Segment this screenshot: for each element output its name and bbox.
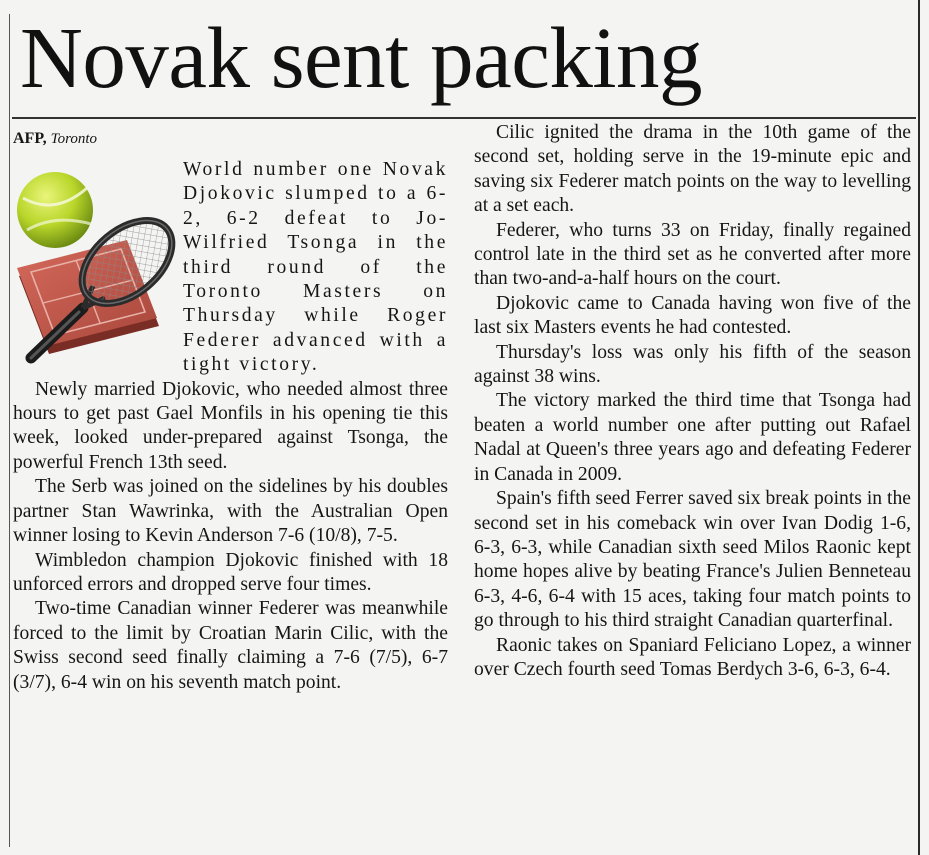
column-frame-left xyxy=(9,14,10,847)
paragraph-right-1: Cilic ignited the drama in the 10th game of the second set, holding serve in the 19-minute epic and saving six Federer match points on the way to levelling at a set each. xyxy=(474,122,911,217)
paragraph-left-5: Two-time Canadian winner Federer was meanwhile forced to the limit by Croatian Marin Cilic, with the Swiss second seed finally claiming a 7-6 (7/5), 6-7 (3/7), 6-4 win on his seventh match point. xyxy=(13,598,448,693)
paragraph-right-2: Federer, who turns 33 on Friday, finally regained control late in the third set as he converted after more than two-and-a-half hours on the court. xyxy=(474,219,911,290)
byline-city: Toronto xyxy=(50,131,98,147)
headline: Novak sent packing xyxy=(20,9,702,106)
paragraph-right-3: Djokovic came to Canada having won five of the last six Masters events he had contested. xyxy=(474,292,911,339)
paragraph-left-1: World number one Novak Djokovic slumped to a 6-2, 6-2 defeat to Jo-Wilfried Tsonga in the third round of the Toronto Masters on Thursday while Roger Federer advanced with a tight victory. xyxy=(183,159,448,376)
paragraph-right-7: Raonic takes on Spaniard Feliciano Lopez, a winner over Czech fourth seed Tomas Berdych 3-6, 6-3, 6-4. xyxy=(474,634,911,680)
headline-rule xyxy=(12,117,916,119)
article-column-left xyxy=(13,126,448,695)
byline-agency: AFP, xyxy=(13,130,47,147)
paragraph-left-4: Wimbledon champion Djokovic finished with 18 unforced errors and dropped serve four times. xyxy=(13,549,448,595)
paragraph-left-3: The Serb was joined on the sidelines by his doubles partner Stan Wawrinka, with the Australian Open winner losing to Kevin Anderson 7-6 (10/8), 7-5. xyxy=(13,476,448,547)
tennis-ball-racket-court-icon xyxy=(9,158,177,366)
column-frame-right xyxy=(918,0,920,855)
article-column-right xyxy=(474,121,911,682)
paragraph-right-5: The victory marked the third time that Tsonga had beaten a world number one after putting out Rafael Nadal at Queen's three years ago and defeating Federer in Canada in 2009. xyxy=(474,390,911,485)
ball-shape xyxy=(17,172,93,248)
paragraph-right-6: Spain's fifth seed Ferrer saved six break points in the second set in his comeback win over Ivan Dodig 1-6, 6-3, 6-3, while Canadian sixth seed Milos Raonic kept home hopes alive by beating France's Julien Benneteau 6-3, 4-6, 6-4 with 15 aces, taking four match points to go through to his third straight Canadian quarterfinal. xyxy=(474,488,911,632)
byline xyxy=(13,126,448,152)
paragraph-right-4: Thursday's loss was only his fifth of the season against 38 wins. xyxy=(474,341,911,388)
paragraph-left-2: Newly married Djokovic, who needed almost three hours to get past Gael Monfils in his opening tie this week, looked under-prepared against Tsonga, the powerful French 13th seed. xyxy=(13,378,448,473)
